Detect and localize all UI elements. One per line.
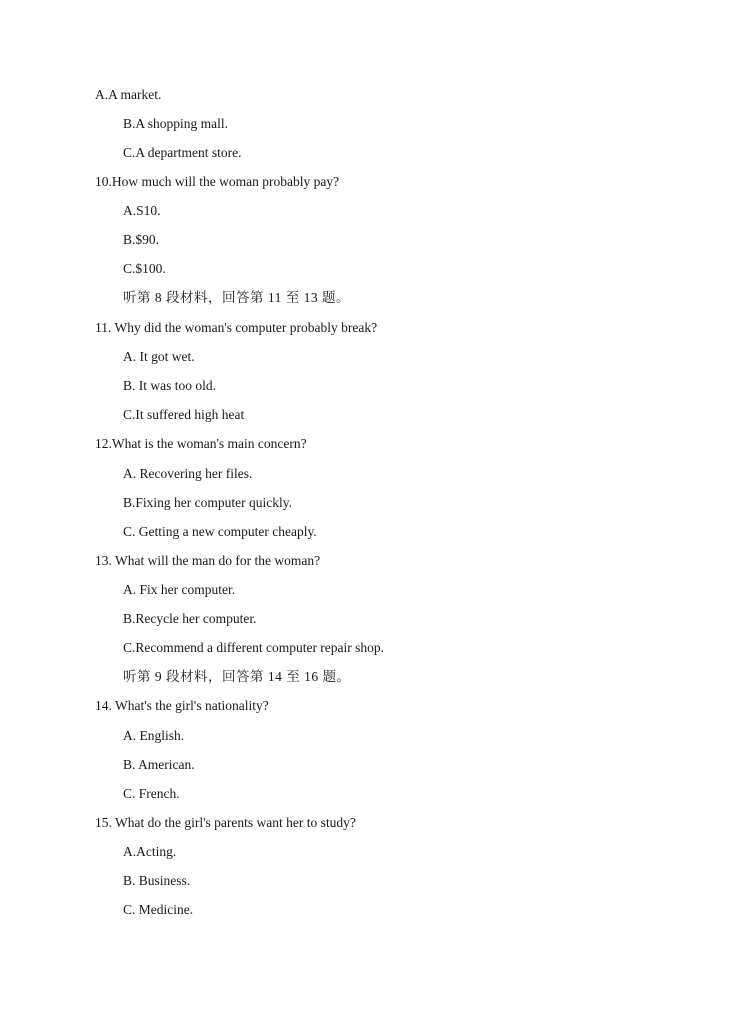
question-11: 11. Why did the woman's computer probably break? xyxy=(95,320,378,335)
question-10-option-a: A.S10. xyxy=(123,203,161,218)
question-15-option-c: C. Medicine. xyxy=(123,902,194,917)
question-9-option-b: B.A shopping mall. xyxy=(123,116,229,131)
question-13-option-c: C.Recommend a different computer repair shop. xyxy=(123,640,385,655)
question-12-option-b: B.Fixing her computer quickly. xyxy=(123,495,292,510)
question-11-option-c: C.It suffered high heat xyxy=(123,407,245,422)
question-12-option-c: C. Getting a new computer cheaply. xyxy=(123,524,317,539)
question-13-option-a: A. Fix her computer. xyxy=(123,582,236,597)
question-10: 10.How much will the woman probably pay? xyxy=(95,174,340,189)
question-15-option-b: B. Business. xyxy=(123,873,191,888)
question-10-option-b: B.$90. xyxy=(123,232,160,247)
question-10-option-c: C.$100. xyxy=(123,261,166,276)
question-14: 14. What's the girl's nationality? xyxy=(95,698,269,713)
question-13: 13. What will the man do for the woman? xyxy=(95,553,321,568)
question-9-option-c: C.A department store. xyxy=(123,145,242,160)
question-9-option-a: A.A market. xyxy=(95,87,162,102)
question-12-option-a: A. Recovering her files. xyxy=(123,466,253,481)
question-15: 15. What do the girl's parents want her to study? xyxy=(95,815,356,830)
question-14-option-a: A. English. xyxy=(123,728,185,743)
question-12: 12.What is the woman's main concern? xyxy=(95,436,307,451)
question-14-option-b: B. American. xyxy=(123,757,195,772)
question-14-option-c: C. French. xyxy=(123,786,180,801)
section-instruction-9: 听第 9 段材料，回答第 14 至 16 题。 xyxy=(123,669,351,684)
question-11-option-b: B. It was too old. xyxy=(123,378,216,393)
question-13-option-b: B.Recycle her computer. xyxy=(123,611,257,626)
question-11-option-a: A. It got wet. xyxy=(123,349,195,364)
section-instruction-8: 听第 8 段材料，回答第 11 至 13 题。 xyxy=(123,290,350,305)
question-15-option-a: A.Acting. xyxy=(123,844,177,859)
